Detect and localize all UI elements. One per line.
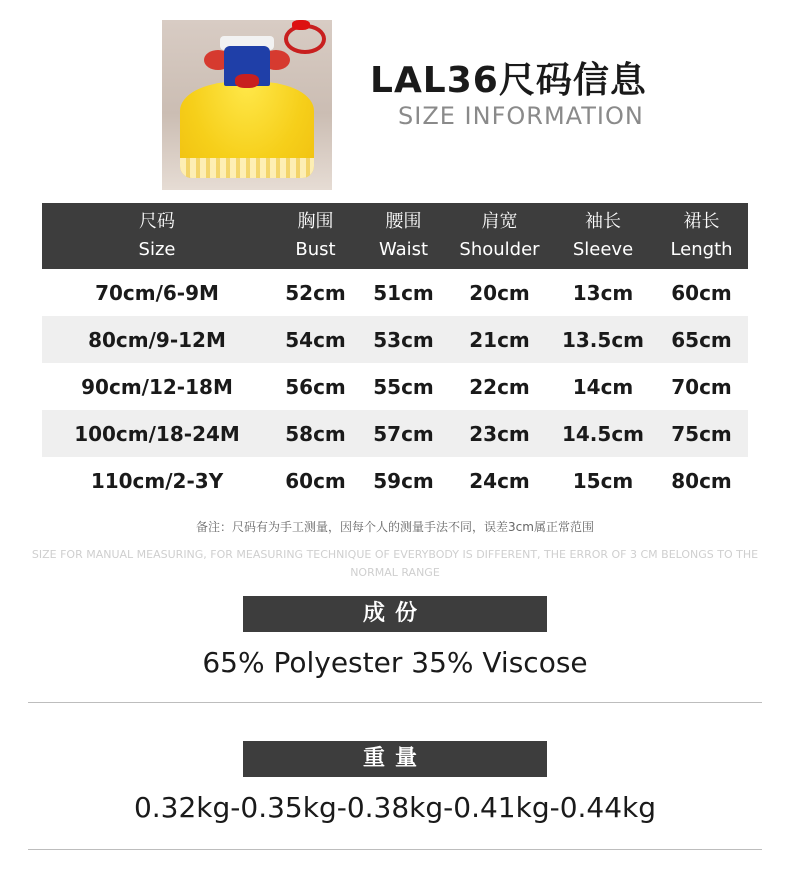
product-image	[162, 20, 332, 190]
cell-sleeve: 14cm	[572, 374, 634, 399]
weight-value: 0.32kg-0.35kg-0.38kg-0.41kg-0.44kg	[133, 791, 657, 824]
table-row	[42, 363, 748, 410]
cell-bust: 58cm	[285, 421, 346, 446]
cell-shoulder: 23cm	[469, 421, 530, 446]
cell-length: 60cm	[671, 280, 732, 305]
cell-waist: 55cm	[373, 374, 434, 399]
table-row	[42, 269, 748, 316]
table-row	[42, 410, 748, 457]
header-en: Shoulder	[459, 239, 540, 260]
header-bust	[272, 203, 359, 269]
measurement-note-cn: 备注：尺码有为手工测量，因每个人的测量手法不同，误差3cm属正常范围	[196, 520, 594, 534]
page-subtitle: SIZE INFORMATION	[398, 102, 644, 130]
header-en: Waist	[378, 239, 429, 260]
cell-sleeve: 13.5cm	[561, 327, 645, 352]
composition-value: 65% Polyester 35% Viscose	[202, 646, 588, 679]
dress-bow-graphic	[235, 74, 259, 88]
header-cn: 胸围	[297, 211, 334, 232]
header-en: Size	[138, 239, 176, 260]
table-row	[42, 316, 748, 363]
composition-label: 成份	[243, 596, 547, 632]
header-cn: 袖长	[585, 211, 621, 232]
size-table	[42, 203, 748, 504]
header-cn: 腰围	[385, 211, 422, 232]
header-waist	[359, 203, 448, 269]
cell-shoulder: 24cm	[469, 468, 530, 493]
table-header	[42, 203, 748, 269]
cell-bust: 56cm	[285, 374, 346, 399]
cell-length: 70cm	[671, 374, 732, 399]
table-row	[42, 457, 748, 504]
header-length	[655, 203, 748, 269]
cell-waist: 53cm	[373, 327, 434, 352]
cell-sleeve: 15cm	[572, 468, 634, 493]
cell-length: 65cm	[671, 327, 732, 352]
headband-bow-graphic	[292, 20, 310, 30]
header-cn: 裙长	[683, 211, 720, 232]
weight-label: 重量	[243, 741, 547, 777]
header-sleeve	[551, 203, 655, 269]
cell-shoulder: 22cm	[469, 374, 530, 399]
cell-sleeve: 13cm	[572, 280, 634, 305]
cell-waist: 51cm	[373, 280, 434, 305]
dress-lace-graphic	[180, 158, 314, 178]
cell-waist: 57cm	[373, 421, 434, 446]
header-cn: 肩宽	[481, 211, 518, 232]
divider	[28, 849, 762, 850]
header-size	[42, 203, 272, 269]
cell-size: 90cm/12-18M	[81, 374, 233, 399]
cell-size: 80cm/9-12M	[88, 327, 226, 352]
header-en: Length	[670, 239, 733, 260]
cell-size: 100cm/18-24M	[74, 421, 240, 446]
header-shoulder	[448, 203, 551, 269]
cell-shoulder: 20cm	[469, 280, 530, 305]
cell-length: 80cm	[671, 468, 732, 493]
divider	[28, 702, 762, 703]
cell-sleeve: 14.5cm	[561, 421, 645, 446]
cell-bust: 54cm	[285, 327, 346, 352]
cell-bust: 52cm	[285, 280, 346, 305]
cell-size: 110cm/2-3Y	[90, 468, 224, 493]
measurement-note-en: SIZE FOR MANUAL MEASURING, FOR MEASURING TECHNIQUE OF EVERYBODY IS DIFFERENT, THE ERROR OF 3 CM BELONGS TO THE NORMAL RANGE	[31, 548, 759, 579]
cell-shoulder: 21cm	[469, 327, 530, 352]
page-title: LAL36尺码信息	[370, 60, 647, 101]
cell-waist: 59cm	[373, 468, 434, 493]
cell-bust: 60cm	[285, 468, 346, 493]
cell-length: 75cm	[671, 421, 732, 446]
header-en: Bust	[295, 239, 336, 260]
header-cn: 尺码	[139, 211, 175, 232]
cell-size: 70cm/6-9M	[95, 280, 219, 305]
header-en: Sleeve	[572, 239, 634, 260]
